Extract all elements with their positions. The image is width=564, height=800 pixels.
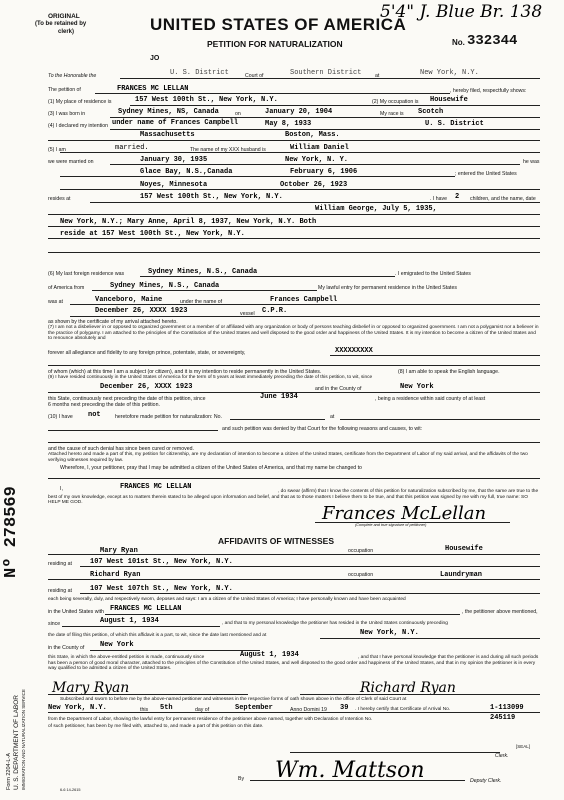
witness2-signature: Richard Ryan <box>360 680 456 696</box>
form-line-1: Form 2204-L-A <box>6 753 12 790</box>
witness1-address: 107 West 101st St., New York, N.Y. <box>90 558 233 566</box>
born-place: Sydney Mines, NS, Canada <box>118 108 219 116</box>
children-label: . I have <box>430 196 448 202</box>
state-para: this State, in which the above-entitled petition is made, continuously since <box>48 655 205 660</box>
husband-label: The name of my XXX husband is <box>190 147 266 153</box>
para10-text: heretofore made petition for naturalization: No. <box>115 414 222 420</box>
anno-label: Anno Domini 19 <box>290 707 327 713</box>
certify-text: . I hereby certify that Certificate of Arrival No. <box>355 707 451 712</box>
dept-tail: of such petitioner, has been by me filed with, attached to, and made a part of this petition on this date. <box>48 724 264 729</box>
last-foreign-value: Sydney Mines, N.S., Canada <box>148 268 258 276</box>
race-value: Scotch <box>418 108 444 116</box>
court-at-label: at <box>375 73 380 79</box>
footer-code: 6-6 14-2615 <box>60 788 81 792</box>
cause-line: and the cause of such denial has since been cured or removed. <box>48 446 194 452</box>
he-was-label: he was <box>523 159 540 165</box>
petition-number-prefix: No. <box>452 38 465 47</box>
married-status: married. <box>115 144 149 152</box>
witness1-residing-label: residing at <box>48 561 72 567</box>
county-label: and in the County of <box>315 386 362 392</box>
court-southern: Southern District <box>290 69 362 77</box>
court-new-york: New York, N.Y. <box>420 69 479 77</box>
known-since: August 1, 1934 <box>100 617 159 625</box>
entry-name: Frances Campbell <box>270 296 338 304</box>
witness2-residing-label: residing at <box>48 588 72 594</box>
filing-county: New York <box>100 641 134 649</box>
para10-not: not <box>88 411 101 419</box>
husband-born-place: Glace Bay, N.S.,Canada <box>140 168 233 176</box>
witness1-occupation: Housewife <box>445 545 483 553</box>
residence-value: 157 West 100th St., New York, N.Y. <box>135 96 278 104</box>
witness2-occupation-label: occupation <box>348 572 374 578</box>
denied-text: and such petition was denied by that Court for the following reasons and causes, to wit: <box>222 426 423 432</box>
county-value: New York <box>400 383 434 391</box>
entered-label: ; entered the United States <box>455 171 517 177</box>
under-name-label: under the name of <box>180 299 223 305</box>
attached-paragraph: Attached hereto and made a part of this, my petition for citizenship, are my declaration of intention to become a citizen of the United States, certificate from the Department of Labor of my said arrival, and the affidavits of the two verifying witnesses required by law. <box>48 452 528 463</box>
arrival-number: 1-113099 <box>490 704 524 712</box>
us-with-label: in the United States with <box>48 609 104 615</box>
known-text: , and that to my personal knowledge the petitioner has resided in the United States continuously preceding <box>222 621 448 626</box>
filed-label: , hereby filed, respectfully shows: <box>450 88 527 94</box>
stamp-number: Nº 278569 <box>2 486 21 578</box>
original-sub2: clerk) <box>58 29 75 35</box>
children-count: 2 <box>455 193 460 201</box>
english-line: (8) I am able to speak the English language. <box>398 369 500 375</box>
to-honorable-label: To the Honorable the <box>48 73 97 79</box>
signature-caption: (Complete and true signature of petitioner) <box>355 523 427 527</box>
allegiance-text: forever all allegiance and fidelity to any foreign prince, potentate, state, or sovereignty, <box>48 350 246 356</box>
declared-court: U. S. District <box>425 120 484 128</box>
subscribed-month: September <box>235 704 273 712</box>
declaration-number: 245119 <box>490 714 516 722</box>
vessel-label: vessel <box>240 311 255 317</box>
petition-of-label: The petition of <box>48 87 81 93</box>
married-on-label: we were married on <box>48 159 94 165</box>
state-para-tail: , and that I have personal knowledge that the petitioner is and during all such periods has been a person of good moral character, attached to the principles of the Constitution of the United States, and well disposed to the good order and happiness of the United States, and that in my opinion the petitioner is in every way qualified to be admitted a citizen of the United States. <box>48 655 539 671</box>
sovereignty-struck: XXXXXXXXX <box>335 347 373 355</box>
america-from-value: Sydney Mines, N.S., Canada <box>110 282 220 290</box>
form-line-2: U. S. DEPARTMENT OF LABOR <box>13 695 20 790</box>
seal-label: [SEAL] <box>516 744 531 749</box>
declared-name: under name of Frances Campbell <box>112 119 239 127</box>
page-subtitle: PETITION FOR NATURALIZATION <box>207 39 343 49</box>
resided-since: December 26, XXXX 1923 <box>100 383 193 391</box>
petitioner-name: FRANCES MC LELLAN <box>117 85 189 93</box>
lawful-entry-label: My lawful entry for permanent residence in the United States <box>318 285 457 291</box>
witness1-occupation-label: occupation <box>348 548 374 554</box>
page-title: UNITED STATES OF AMERICA <box>150 15 407 34</box>
dept-text: from the Department of Labor, showing the lawful entry for permanent residence of the petitioner above named, together with Declaration of Intention No. <box>48 717 373 722</box>
was-at-label: was at <box>48 299 63 305</box>
married-label: (5) I am <box>48 147 66 153</box>
subscribed-place: New York, N.Y. <box>48 704 107 712</box>
witness1-signature: Mary Ryan <box>52 680 130 696</box>
paragraph-9: (9) I have resided continuously in the United States of America for the term of 5 years at least immediately preceding the date of this petition, to wit, since <box>48 375 373 380</box>
born-on-label: on <box>235 111 241 117</box>
witness2-address: 107 West 107th St., New York, N.Y. <box>90 585 233 593</box>
declared-city: Boston, Mass. <box>285 131 340 139</box>
husband-born-date: February 6, 1906 <box>290 168 358 176</box>
oath-text: , do swear (affirm) that I know the contents of this petition for naturalization subscribed by me, that the same are true to the best of my own knowledge, except as to matters therein stated to be alleged upon information and belief, and that as to those matters I believe them to be true, and that this petition was signed by me with my full, true name: SO HELP ME GOD. <box>48 489 539 505</box>
occupation-label: (2) My occupation is <box>372 99 419 105</box>
in-county-label: in the County of <box>48 645 85 651</box>
paragraph-7: (7) I am not a disbeliever in or opposed to organized government or a member of or affiliated with any organization or body of persons teaching disbelief in or opposed to organized government. I am not a polygamist nor a believer in the practice of polygamy. I am attached to the principles of the Constitution of the United States and well disposed to the good order and happiness of the United States. It is my intention to become a citizen of the United States and to renounce absolutely and <box>48 325 539 341</box>
declared-date: May 8, 1933 <box>265 120 312 128</box>
children-text: children, and the name, date <box>470 196 536 202</box>
filing-text: the date of filing this petition, of which this affidavit is a part, to wit, since the date last mentioned and at <box>48 633 267 638</box>
witness2-name: Richard Ryan <box>90 571 141 579</box>
declared-label: (4) I declared my intention <box>48 123 108 129</box>
filing-place: New York, N.Y. <box>360 629 419 637</box>
form-line-3: IMMIGRATION AND NATURALIZATION SERVICE <box>21 689 26 790</box>
jo-mark: JO <box>150 55 160 62</box>
witness-state-since: August 1, 1934 <box>240 651 299 659</box>
oath-name: FRANCES MC LELLAN <box>120 483 192 491</box>
emigrated-label: . I emigrated to the United States <box>395 271 471 277</box>
this-label: this <box>140 707 149 713</box>
by-label: By <box>238 776 245 782</box>
state-since: June 1934 <box>260 393 298 401</box>
subscribed-day: 5th <box>160 704 173 712</box>
original-label: ORIGINAL <box>48 13 80 20</box>
witness-petitioner-name: FRANCES MC LELLAN <box>110 605 182 613</box>
married-date: January 30, 1935 <box>140 156 208 164</box>
born-date: January 20, 1904 <box>265 108 333 116</box>
resides-value: 157 West 100th St., New York, N.Y. <box>140 193 283 201</box>
witness1-name: Mary Ryan <box>100 547 138 555</box>
married-place: New York, N. Y. <box>285 156 349 164</box>
witnesses-heading: AFFIDAVITS OF WITNESSES <box>218 536 335 546</box>
resides-label: resides at <box>48 196 71 202</box>
declared-state: Massachusetts <box>140 131 195 139</box>
deputy-signature: Wm. Mattson <box>275 758 425 783</box>
america-from-label: of America from <box>48 285 85 291</box>
which-line: of whom (which) at this time I am a subject (or citizen), and it is my intention to reside permanently in the United States. <box>48 369 322 375</box>
children-line-3: reside at 157 West 100th St., New York, N.Y. <box>60 230 245 238</box>
entry-place: Vanceboro, Maine <box>95 296 163 304</box>
witness2-occupation: Laundryman <box>440 571 483 579</box>
children-line-1: William George, July 5, 1935, <box>315 205 437 213</box>
petitioner-above-label: , the petitioner above mentioned, <box>462 609 538 615</box>
children-line-2: New York, N.Y.; Mary Anne, April 8, 1937, New York, N.Y. Both <box>60 218 317 226</box>
deputy-clerk-label: Deputy Clerk. <box>470 778 502 784</box>
para10-label: (10) I have <box>48 414 73 420</box>
entered-place: Noyes, Minnesota <box>140 181 208 189</box>
petition-number: 332344 <box>467 33 518 49</box>
subscribed-text: Subscribed and sworn to before me by the above-named petitioner and witnesses in the respective forms of oath shown above in the office of Clerk of said Court at <box>60 697 407 702</box>
state-line: this State, continuously next preceding the date of this petition, since <box>48 396 206 402</box>
husband-name: William Daniel <box>290 144 349 152</box>
oath-i: I, <box>60 486 63 492</box>
certificate-note: as shown by the certificate of my arrival attached hereto. <box>48 319 178 325</box>
sworn-text: each being severally, duly, and respectively sworn, deposes and says: I am a citizen of the United States of America; I have personally known and have been acquainted <box>48 597 406 602</box>
six-months-line: 6 months next preceding the date of this petition. <box>48 402 160 408</box>
day-of-label: day of <box>195 707 210 713</box>
handwritten-height-note: 5'4" J. Blue Br. 138 <box>380 2 543 22</box>
court-of-label: Court of <box>245 73 264 79</box>
race-label: My race is <box>380 111 404 117</box>
entered-date: October 26, 1923 <box>280 181 348 189</box>
born-label: (3) I was born in <box>48 111 86 117</box>
occupation-value: Housewife <box>430 96 468 104</box>
state-tail: , being a residence within said county of at least <box>375 396 486 402</box>
last-foreign-label: (6) My last foreign residence was <box>48 271 125 277</box>
petitioner-signature: Frances McLellan <box>322 503 487 524</box>
original-sub1: (To be retained by <box>35 21 87 27</box>
clerk-label: Clerk. <box>495 753 509 759</box>
subscribed-year: 39 <box>340 704 349 712</box>
para10-at: at <box>330 414 335 420</box>
court-district: U. S. District <box>170 69 229 77</box>
since-label: since <box>48 621 61 627</box>
vessel-value: C.P.R. <box>262 307 288 315</box>
wherefore-line: Wherefore, I, your petitioner, pray that I may be admitted a citizen of the United States of America, and that my name be changed to <box>60 465 362 471</box>
residence-label: (1) My place of residence is <box>48 99 112 105</box>
entry-date: December 26, XXXX 1923 <box>95 307 188 315</box>
